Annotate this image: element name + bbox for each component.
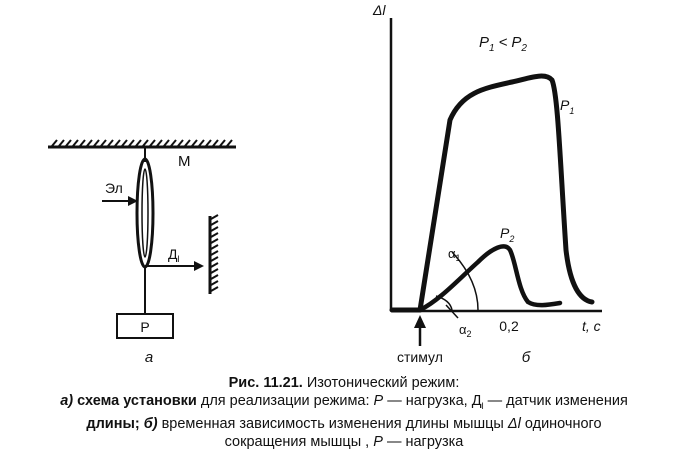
hatch-mark bbox=[101, 140, 106, 146]
stimulator-label: Эл bbox=[105, 180, 123, 196]
hatch-mark bbox=[185, 140, 190, 146]
muscle-inner bbox=[142, 169, 148, 257]
tick-label: 0,2 bbox=[499, 318, 519, 334]
sensor-plate-hatching bbox=[211, 215, 218, 291]
caption-p-symbol: Р bbox=[373, 393, 384, 409]
caption-p-desc: — нагрузка, bbox=[387, 393, 468, 409]
sensor-label: $Д_l$ bbox=[168, 246, 180, 264]
caption-a-letter: а) bbox=[60, 393, 74, 409]
caption-b-letter: б) bbox=[143, 415, 158, 432]
hatch-mark bbox=[213, 140, 218, 146]
hatch-mark bbox=[227, 140, 232, 146]
load-label: Р bbox=[140, 319, 150, 335]
muscle bbox=[137, 159, 153, 267]
hatch-mark bbox=[211, 221, 218, 225]
caption-dl-symbol: Δl bbox=[507, 415, 521, 432]
hatch-mark bbox=[206, 140, 211, 146]
hatch-mark bbox=[211, 233, 218, 237]
hatch-mark bbox=[136, 140, 141, 146]
hatch-mark bbox=[87, 140, 92, 146]
hatch-mark bbox=[66, 140, 71, 146]
caption-b-text2: одиночного bbox=[524, 415, 602, 432]
caption-b-text: временная зависимость изменения длины мышцы bbox=[161, 415, 504, 432]
hatch-mark bbox=[211, 263, 218, 267]
x-axis-label: t, с bbox=[582, 318, 601, 334]
panel-b-letter: б bbox=[521, 349, 531, 366]
hatch-mark bbox=[171, 140, 176, 146]
caption-line-3 bbox=[0, 415, 688, 433]
caption-title: Изотонический режим: bbox=[306, 375, 460, 391]
caption-line-4 bbox=[0, 433, 688, 451]
panel-a-letter: а bbox=[144, 349, 154, 366]
hatch-mark bbox=[199, 140, 204, 146]
hatch-mark bbox=[129, 140, 134, 146]
caption-line-2 bbox=[0, 392, 688, 415]
hatch-mark bbox=[157, 140, 162, 146]
caption-line-1 bbox=[0, 374, 688, 392]
hatch-mark bbox=[211, 287, 218, 291]
caption-a-text: для реализации режима: bbox=[200, 393, 370, 409]
mass-label: М bbox=[178, 153, 191, 170]
hatch-mark bbox=[108, 140, 113, 146]
hatch-mark bbox=[211, 275, 218, 279]
hatch-mark bbox=[211, 245, 218, 249]
caption-d-desc2: длины; bbox=[86, 415, 140, 432]
hatch-mark bbox=[122, 140, 127, 146]
hatch-mark bbox=[143, 140, 148, 146]
hatch-mark bbox=[73, 140, 78, 146]
condition-label: $P_1 < P_2$ bbox=[479, 34, 527, 54]
curve-p1-label: $P_1$ bbox=[560, 97, 575, 116]
stimulus-label: стимул bbox=[397, 349, 443, 365]
hatch-mark bbox=[178, 140, 183, 146]
caption-p2-desc: — нагрузка bbox=[386, 433, 464, 450]
hatch-mark bbox=[52, 140, 57, 146]
stimulus-arrowhead bbox=[414, 315, 426, 328]
hatch-mark bbox=[211, 239, 218, 243]
hatch-mark bbox=[211, 251, 218, 255]
caption-d-symbol: $Д_l$ bbox=[471, 393, 484, 411]
hatch-mark bbox=[211, 281, 218, 285]
alpha2-label: $\alpha_2$ bbox=[459, 322, 472, 339]
hatch-mark bbox=[94, 140, 99, 146]
curve-p2 bbox=[420, 246, 560, 310]
figure-caption bbox=[0, 374, 688, 451]
hatch-mark bbox=[115, 140, 120, 146]
hatch-mark bbox=[80, 140, 85, 146]
hatch-mark bbox=[59, 140, 64, 146]
hatch-mark bbox=[164, 140, 169, 146]
hatch-mark bbox=[192, 140, 197, 146]
hatch-mark bbox=[211, 269, 218, 273]
curve-p2-label: $P_2$ bbox=[500, 225, 515, 244]
y-axis-label: Δl bbox=[373, 2, 386, 18]
panel-a-setup bbox=[48, 140, 236, 366]
hatch-mark bbox=[211, 227, 218, 231]
hatch-mark bbox=[220, 140, 225, 146]
caption-b-text3: сокращения мышцы , bbox=[224, 433, 370, 450]
hatch-mark bbox=[211, 257, 218, 261]
sensor-arrowhead bbox=[194, 261, 204, 271]
hatch-mark bbox=[211, 215, 218, 219]
caption-p2-symbol: Р bbox=[373, 433, 383, 450]
alpha1-label: $\alpha_1$ bbox=[448, 246, 461, 263]
ceiling-hatching bbox=[52, 140, 232, 146]
hatch-mark bbox=[150, 140, 155, 146]
caption-fig-number: Рис. 11.21. bbox=[228, 375, 303, 391]
panel-b-graph bbox=[372, 2, 602, 366]
caption-d-desc: — датчик изменения bbox=[487, 393, 628, 409]
caption-a-bold: схема установки bbox=[77, 393, 197, 409]
